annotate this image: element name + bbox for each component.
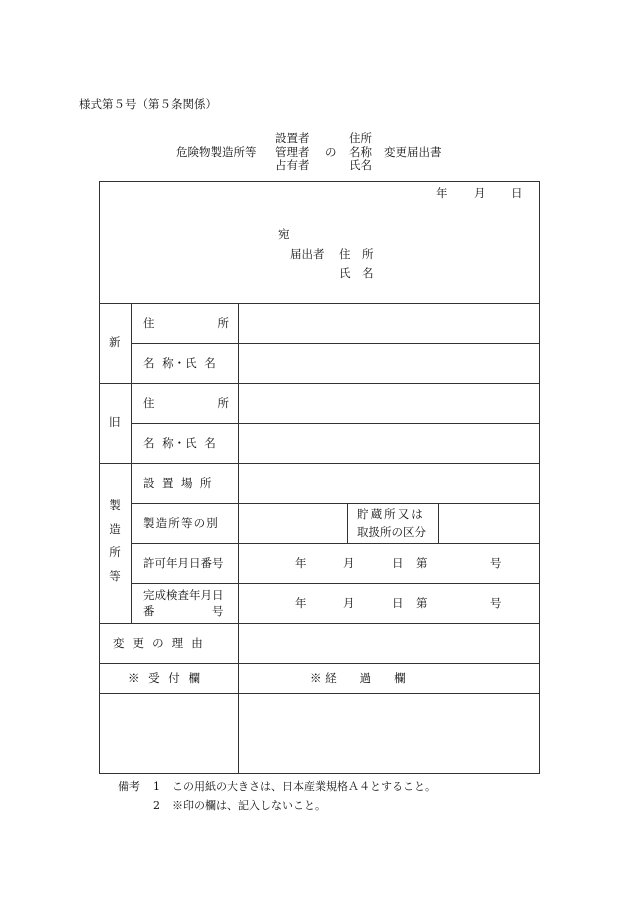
facility-label-char: 所 <box>109 545 121 559</box>
title-role-manager: 管理者 <box>275 145 310 159</box>
title-role-occupant: 占有者 <box>275 158 310 172</box>
permit-month[interactable]: 月 <box>343 556 355 570</box>
section-old-label: 旧 <box>109 415 121 429</box>
row-divider <box>131 423 540 424</box>
permit-go[interactable]: 号 <box>490 556 502 570</box>
location-label <box>143 478 229 490</box>
submitter-name-label: 氏 名 <box>339 266 374 280</box>
reception-area <box>100 695 237 773</box>
facility-label-char: 造 <box>109 521 121 536</box>
title-particle: の <box>325 145 337 159</box>
storage-class-label-2: 取扱所の区分 <box>357 525 426 539</box>
section-new-label: 新 <box>109 335 121 349</box>
inspection-label-2: 番 号 <box>143 604 224 618</box>
remarks-label: 備考 <box>118 780 140 793</box>
remark-2-number: 2 <box>153 799 160 812</box>
submitter-label: 届出者 <box>290 247 325 261</box>
row-divider <box>131 583 540 584</box>
row-divider <box>99 693 540 694</box>
permit-label: 許可年月日番号 <box>143 556 224 570</box>
facility-type-label: 製造所等の別 <box>143 516 219 530</box>
new-name-label: 名 称・氏 名 <box>143 356 216 370</box>
title-role-installer: 設置者 <box>275 131 310 145</box>
reception-label: ※ 受 付 欄 <box>128 671 200 685</box>
inspection-label-1: 完成検査年月日 <box>143 588 224 602</box>
remark-1-number: 1 <box>153 780 160 793</box>
date-day[interactable]: 日 <box>511 186 523 200</box>
storage-class-value[interactable] <box>440 505 538 541</box>
inspection-go[interactable]: 号 <box>490 596 502 610</box>
row-divider <box>131 503 540 504</box>
change-reason-value[interactable] <box>240 625 538 661</box>
progress-area <box>240 695 538 773</box>
row-divider <box>99 623 540 624</box>
col-divider <box>238 303 239 774</box>
section-facility-label <box>108 500 122 594</box>
new-address-label-text: 住 所 <box>143 316 229 330</box>
progress-label: ※ 経 過 欄 <box>310 671 406 685</box>
title-item-fullname: 氏名 <box>349 158 372 172</box>
form-number: 様式第５号（第５条関係） <box>79 97 217 111</box>
old-name-value[interactable] <box>240 425 538 461</box>
submitter-address-label: 住 所 <box>339 247 374 261</box>
old-address-value[interactable] <box>240 385 538 421</box>
change-reason-label: 変更の理由 <box>113 636 211 650</box>
col-divider <box>131 303 132 623</box>
facility-label-char: 等 <box>109 568 121 583</box>
title-prefix: 危険物製造所等 <box>176 145 257 159</box>
title-suffix: 変更届出書 <box>384 145 442 159</box>
row-divider <box>99 383 540 384</box>
old-address-label <box>143 398 229 410</box>
permit-year[interactable]: 年 <box>295 556 307 570</box>
row-divider <box>99 303 540 304</box>
permit-day[interactable]: 日 <box>392 556 404 570</box>
storage-class-label-1: 貯蔵所又は <box>357 507 425 521</box>
inspection-day[interactable]: 日 <box>392 596 404 610</box>
col-divider <box>347 503 348 543</box>
permit-dai[interactable]: 第 <box>416 556 428 570</box>
inspection-dai[interactable]: 第 <box>416 596 428 610</box>
addressee-atena: 宛 <box>278 227 290 241</box>
date-year[interactable]: 年 <box>436 186 448 200</box>
facility-type-value[interactable] <box>240 505 345 541</box>
row-divider <box>131 343 540 344</box>
inspection-year[interactable]: 年 <box>295 596 307 610</box>
facility-label-char: 製 <box>109 498 121 512</box>
remark-1-text: この用紙の大きさは、日本産業規格Ａ４とすること。 <box>172 780 436 793</box>
date-month[interactable]: 月 <box>474 186 486 200</box>
location-value[interactable] <box>240 465 538 501</box>
old-address-label-text: 住 所 <box>143 396 229 410</box>
old-name-label: 名 称・氏 名 <box>143 436 216 450</box>
remark-2-text: ※印の欄は、記入しないこと。 <box>172 799 326 812</box>
new-name-value[interactable] <box>240 345 538 381</box>
row-divider <box>131 543 540 544</box>
title-item-address: 住所 <box>349 131 372 145</box>
new-address-label <box>143 318 229 330</box>
col-divider <box>438 503 439 543</box>
row-divider <box>99 463 540 464</box>
row-divider <box>99 663 540 664</box>
title-item-name: 名称 <box>349 145 372 159</box>
location-label-text: 設置場所 <box>143 476 219 490</box>
inspection-month[interactable]: 月 <box>343 596 355 610</box>
new-address-value[interactable] <box>240 305 538 341</box>
